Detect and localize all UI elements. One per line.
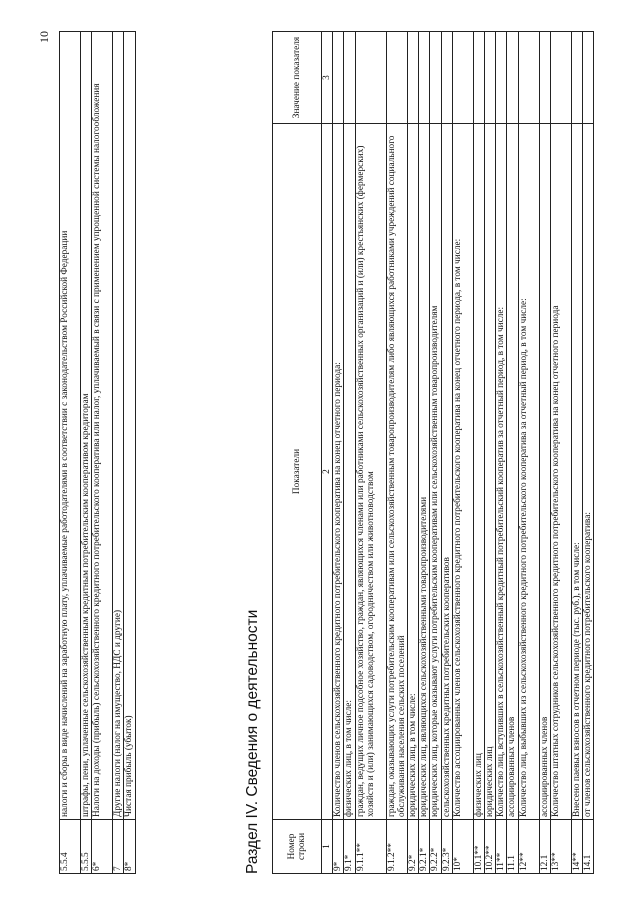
table-row [441,32,452,874]
row-number: 9.2.1* [419,820,430,874]
row-text: Количество членов сельскохозяйственного кредитного потребительского кооператива на конец отчетного периода: [333,124,344,820]
row-text: Количество штатных сотрудников сельскохозяйственного кредитного потребительского кооператива на конец отчетного периода [550,124,571,820]
table-row [473,32,484,874]
table-row [60,32,81,874]
row-value [496,32,507,124]
row-text: Внесено паевых взносов в отчетном периоде (тыс. руб.), в том числе: [571,124,582,820]
row-text: ассоциированных членов [507,124,518,820]
table-row [355,32,386,874]
row-value [583,32,594,124]
row-text: Количество ассоциированных членов сельскохозяйственного кредитного потребительского кооператива на конец отчетного периода, в том числе: [452,124,473,820]
table-row [124,32,135,874]
row-text: Чистая прибыль (убыток) [124,32,135,820]
row-text: ассоциированных членов [539,124,550,820]
row-number: 14** [571,820,582,874]
row-number: 5.5.4 [60,820,81,874]
table-row [333,32,344,874]
row-number: 14.1 [583,820,594,874]
row-value [333,32,344,124]
row-text: Количество лиц, вступивших в сельскохозяйственный кредитный потребительский кооператив за отчетный период, в том числе: [496,124,507,820]
row-number: 10* [452,820,473,874]
row-value [473,32,484,124]
row-text: граждан, ведущих личное подсобное хозяйство, граждан, являющихся членами или работниками сельскохозяйственных организаций и (или) крестьянских (фермерских) хозяйств и (или) занимающихся садоводством, огородничеством или животноводством [355,124,386,820]
table-row [344,32,355,874]
table-row [386,32,407,874]
row-value [344,32,355,124]
header-indicators: Показатели [273,124,322,820]
row-number: 9.1.1** [355,820,386,874]
row-value [408,32,419,124]
row-number: 9.2.2* [430,820,441,874]
row-value [441,32,452,124]
table-row [539,32,550,874]
row-value [430,32,441,124]
row-number: 12** [518,820,539,874]
row-number: 9.1* [344,820,355,874]
row-text: юридических лиц, в том числе: [408,124,419,820]
row-text: сельскохозяйственных кредитных потребительских кооперативов [441,124,452,820]
column-index-row [322,32,333,874]
table-row [507,32,518,874]
row-number: 12.1 [539,820,550,874]
header-value: Значение показателя [273,32,322,124]
row-value [452,32,473,124]
table-row [571,32,582,874]
table-header-row [273,32,322,874]
row-value [550,32,571,124]
row-number: 9.2.3* [441,820,452,874]
row-text: от членов сельскохозяйственного кредитного потребительского кооператива: [583,124,594,820]
row-value [518,32,539,124]
table-row [550,32,571,874]
row-number: 9.2* [408,820,419,874]
row-number: 9* [333,820,344,874]
table-row [485,32,496,874]
row-number: 7 [113,820,124,874]
table-row [452,32,473,874]
row-text: физических лиц, в том числе: [344,124,355,820]
row-number: 6* [92,820,113,874]
row-number: 8* [124,820,135,874]
financial-indicators-table [59,31,136,874]
row-number: 11.1 [507,820,518,874]
header-row-number: Номер строки [273,820,322,874]
row-text: Количество лиц, выбывших из сельскохозяйственного кредитного потребительского кооператива за отчетный период, в том числе: [518,124,539,820]
row-number: 13** [550,820,571,874]
table-row [419,32,430,874]
row-value [386,32,407,124]
row-value [419,32,430,124]
column-index: 2 [322,124,333,820]
row-text: штрафы, пени, уплаченные сельскохозяйственным кредитным потребительским кооперативом кредиторам [81,32,92,820]
row-value [571,32,582,124]
table-row [408,32,419,874]
row-value [539,32,550,124]
row-value [485,32,496,124]
row-value [355,32,386,124]
table-row [92,32,113,874]
row-number: 9.1.2** [386,820,407,874]
column-index: 3 [322,32,333,124]
table-row [430,32,441,874]
table-row [518,32,539,874]
row-text: налоги и сборы в виде начислений на заработную плату, уплачиваемые работодателями в соответствии с законодательством Российской Федерации [60,32,81,820]
page-number: 10 [37,31,51,43]
table-row [496,32,507,874]
section-title: Раздел IV. Сведения о деятельности [244,609,261,874]
table-row [583,32,594,874]
table-row [113,32,124,874]
row-number: 5.5.5 [81,820,92,874]
row-text: Налоги на доходы (прибыль) сельскохозяйственного кредитного потребительского кооператива или налог, уплачиваемый в связи с применением упрощенной системы налогообложения [92,32,113,820]
row-number: 11** [496,820,507,874]
row-text: юридических лиц, являющихся сельскохозяйственными товаропроизводителями [419,124,430,820]
row-number: 10.1** [473,820,484,874]
row-text: юридических лиц [485,124,496,820]
column-index: 1 [322,820,333,874]
row-value [507,32,518,124]
row-text: граждан, оказывающих услуги потребительским кооперативам или сельскохозяйственным товаропроизводителям либо являющихся работниками учреждений социального обслуживания населения сельских поселений [386,124,407,820]
row-text: Другие налоги (налог на имущество, НДС и другие) [113,32,124,820]
row-number: 10.2** [485,820,496,874]
row-text: физических лиц [473,124,484,820]
row-text: юридических лиц, которые оказывают услуги потребительским кооперативам или сельскохозяйственным товаропроизводителям [430,124,441,820]
table-row [81,32,92,874]
activity-indicators-table [272,31,594,874]
